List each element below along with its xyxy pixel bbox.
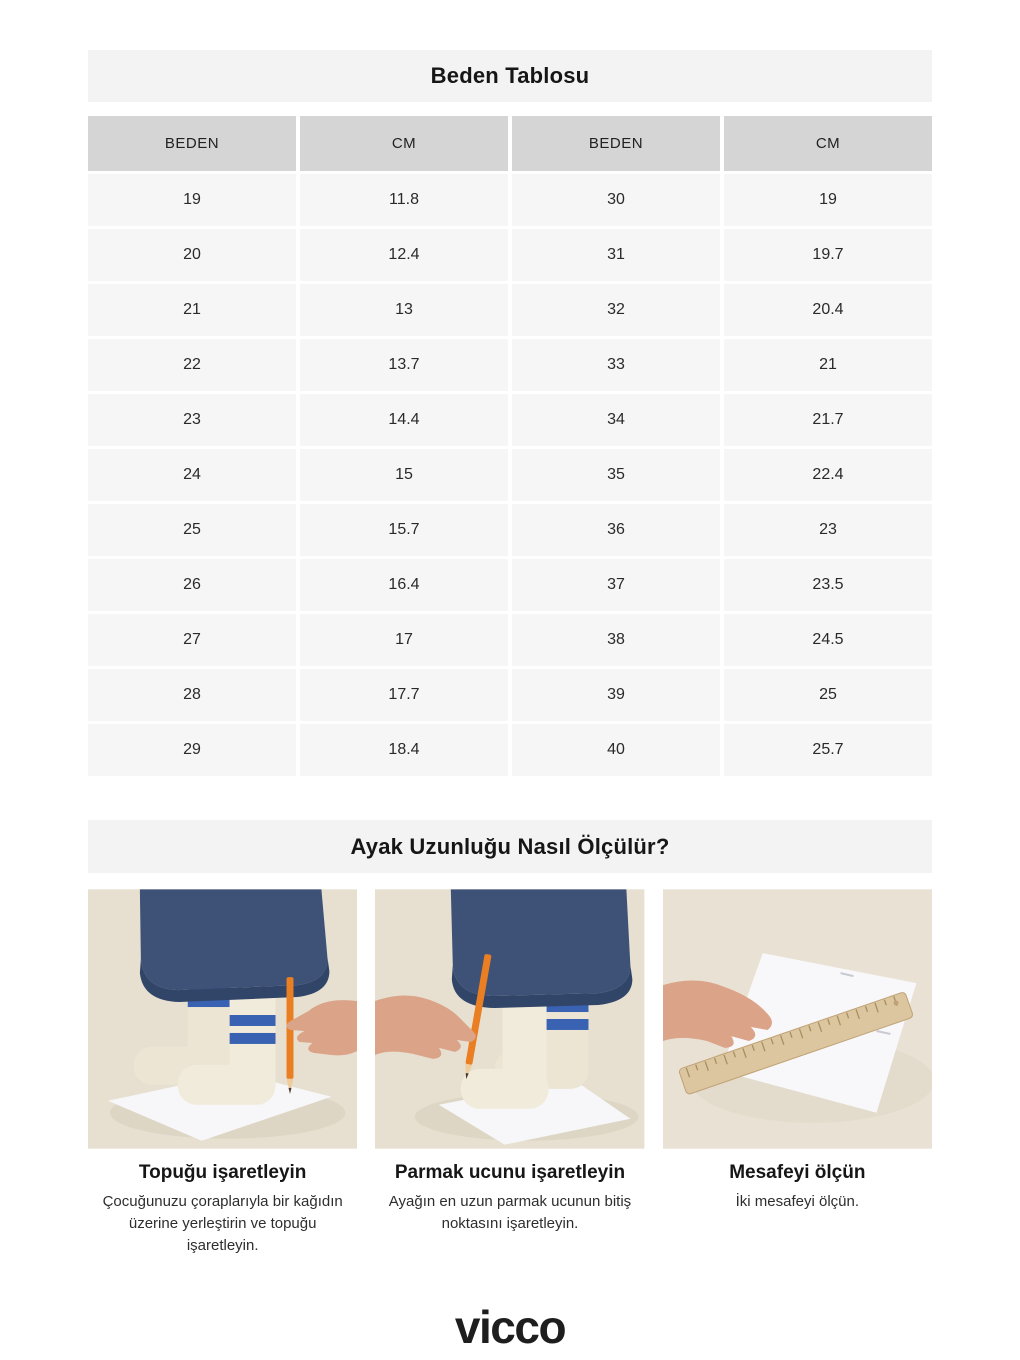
cm-cell: 13: [300, 284, 508, 336]
cm-cell: 15.7: [300, 504, 508, 556]
size-cell: 21: [88, 284, 296, 336]
cm-cell: 23: [724, 504, 932, 556]
size-cell: 22: [88, 339, 296, 391]
cm-cell: 17.7: [300, 669, 508, 721]
step-mark-toe: [375, 889, 644, 1256]
size-cell: 23: [88, 394, 296, 446]
howto-title: Ayak Uzunluğu Nasıl Ölçülür?: [350, 833, 670, 859]
cm-cell: 12.4: [300, 229, 508, 281]
size-table-title-bar: [88, 50, 932, 102]
cm-cell: 21: [724, 339, 932, 391]
size-table-title: Beden Tablosu: [430, 63, 590, 88]
size-cell: 32: [512, 284, 720, 336]
cm-cell: 25.7: [724, 724, 932, 776]
size-cell: 25: [88, 504, 296, 556]
step-heading: Topuğu işaretleyin: [138, 1162, 307, 1183]
size-cell: 29: [88, 724, 296, 776]
step-text: İki mesafeyi ölçün.: [735, 1193, 860, 1210]
cm-cell: 19: [724, 174, 932, 226]
size-cell: 36: [512, 504, 720, 556]
size-cell: 19: [88, 174, 296, 226]
step-mark-heel: [88, 889, 357, 1256]
cm-cell: 23.5: [724, 559, 932, 611]
size-cell: 35: [512, 449, 720, 501]
size-cell: 30: [512, 174, 720, 226]
toe-mark-photo: [375, 889, 644, 1149]
size-cell: 33: [512, 339, 720, 391]
size-cell: 27: [88, 614, 296, 666]
cm-cell: 21.7: [724, 394, 932, 446]
size-cell: 34: [512, 394, 720, 446]
size-cell: 38: [512, 614, 720, 666]
heel-mark-photo: [88, 889, 357, 1149]
size-cell: 40: [512, 724, 720, 776]
size-cell: 39: [512, 669, 720, 721]
step-heading: Parmak ucunu işaretleyin: [394, 1162, 626, 1183]
size-table: [88, 116, 932, 776]
cm-cell: 22.4: [724, 449, 932, 501]
cm-cell: 14.4: [300, 394, 508, 446]
brand-footer: [88, 1301, 932, 1360]
size-cell: 20: [88, 229, 296, 281]
cm-cell: 11.8: [300, 174, 508, 226]
step-heading: Mesafeyi ölçün: [729, 1162, 866, 1183]
cm-cell: 18.4: [300, 724, 508, 776]
size-cell: 28: [88, 669, 296, 721]
size-cell: 26: [88, 559, 296, 611]
column-header: CM: [300, 116, 508, 171]
vicco-logo: vicco: [454, 1301, 566, 1354]
column-header: CM: [724, 116, 932, 171]
size-cell: 24: [88, 449, 296, 501]
cm-cell: 25: [724, 669, 932, 721]
step-text: Ayağın en uzun parmak ucunun bitiş noktasını işaretleyin.: [388, 1193, 632, 1232]
cm-cell: 20.4: [724, 284, 932, 336]
column-header: BEDEN: [88, 116, 296, 171]
step-text: Çocuğunuzu çoraplarıyla bir kağıdın üzerine yerleştirin ve topuğu işaretleyin.: [102, 1193, 343, 1254]
cm-cell: 24.5: [724, 614, 932, 666]
ruler-measure-photo: [663, 889, 932, 1149]
howto-title-bar: [88, 820, 932, 873]
step-measure-distance: [663, 889, 932, 1256]
cm-cell: 16.4: [300, 559, 508, 611]
howto-steps: [88, 889, 932, 1256]
cm-cell: 15: [300, 449, 508, 501]
cm-cell: 19.7: [724, 229, 932, 281]
cm-cell: 13.7: [300, 339, 508, 391]
size-cell: 31: [512, 229, 720, 281]
cm-cell: 17: [300, 614, 508, 666]
size-cell: 37: [512, 559, 720, 611]
column-header: BEDEN: [512, 116, 720, 171]
